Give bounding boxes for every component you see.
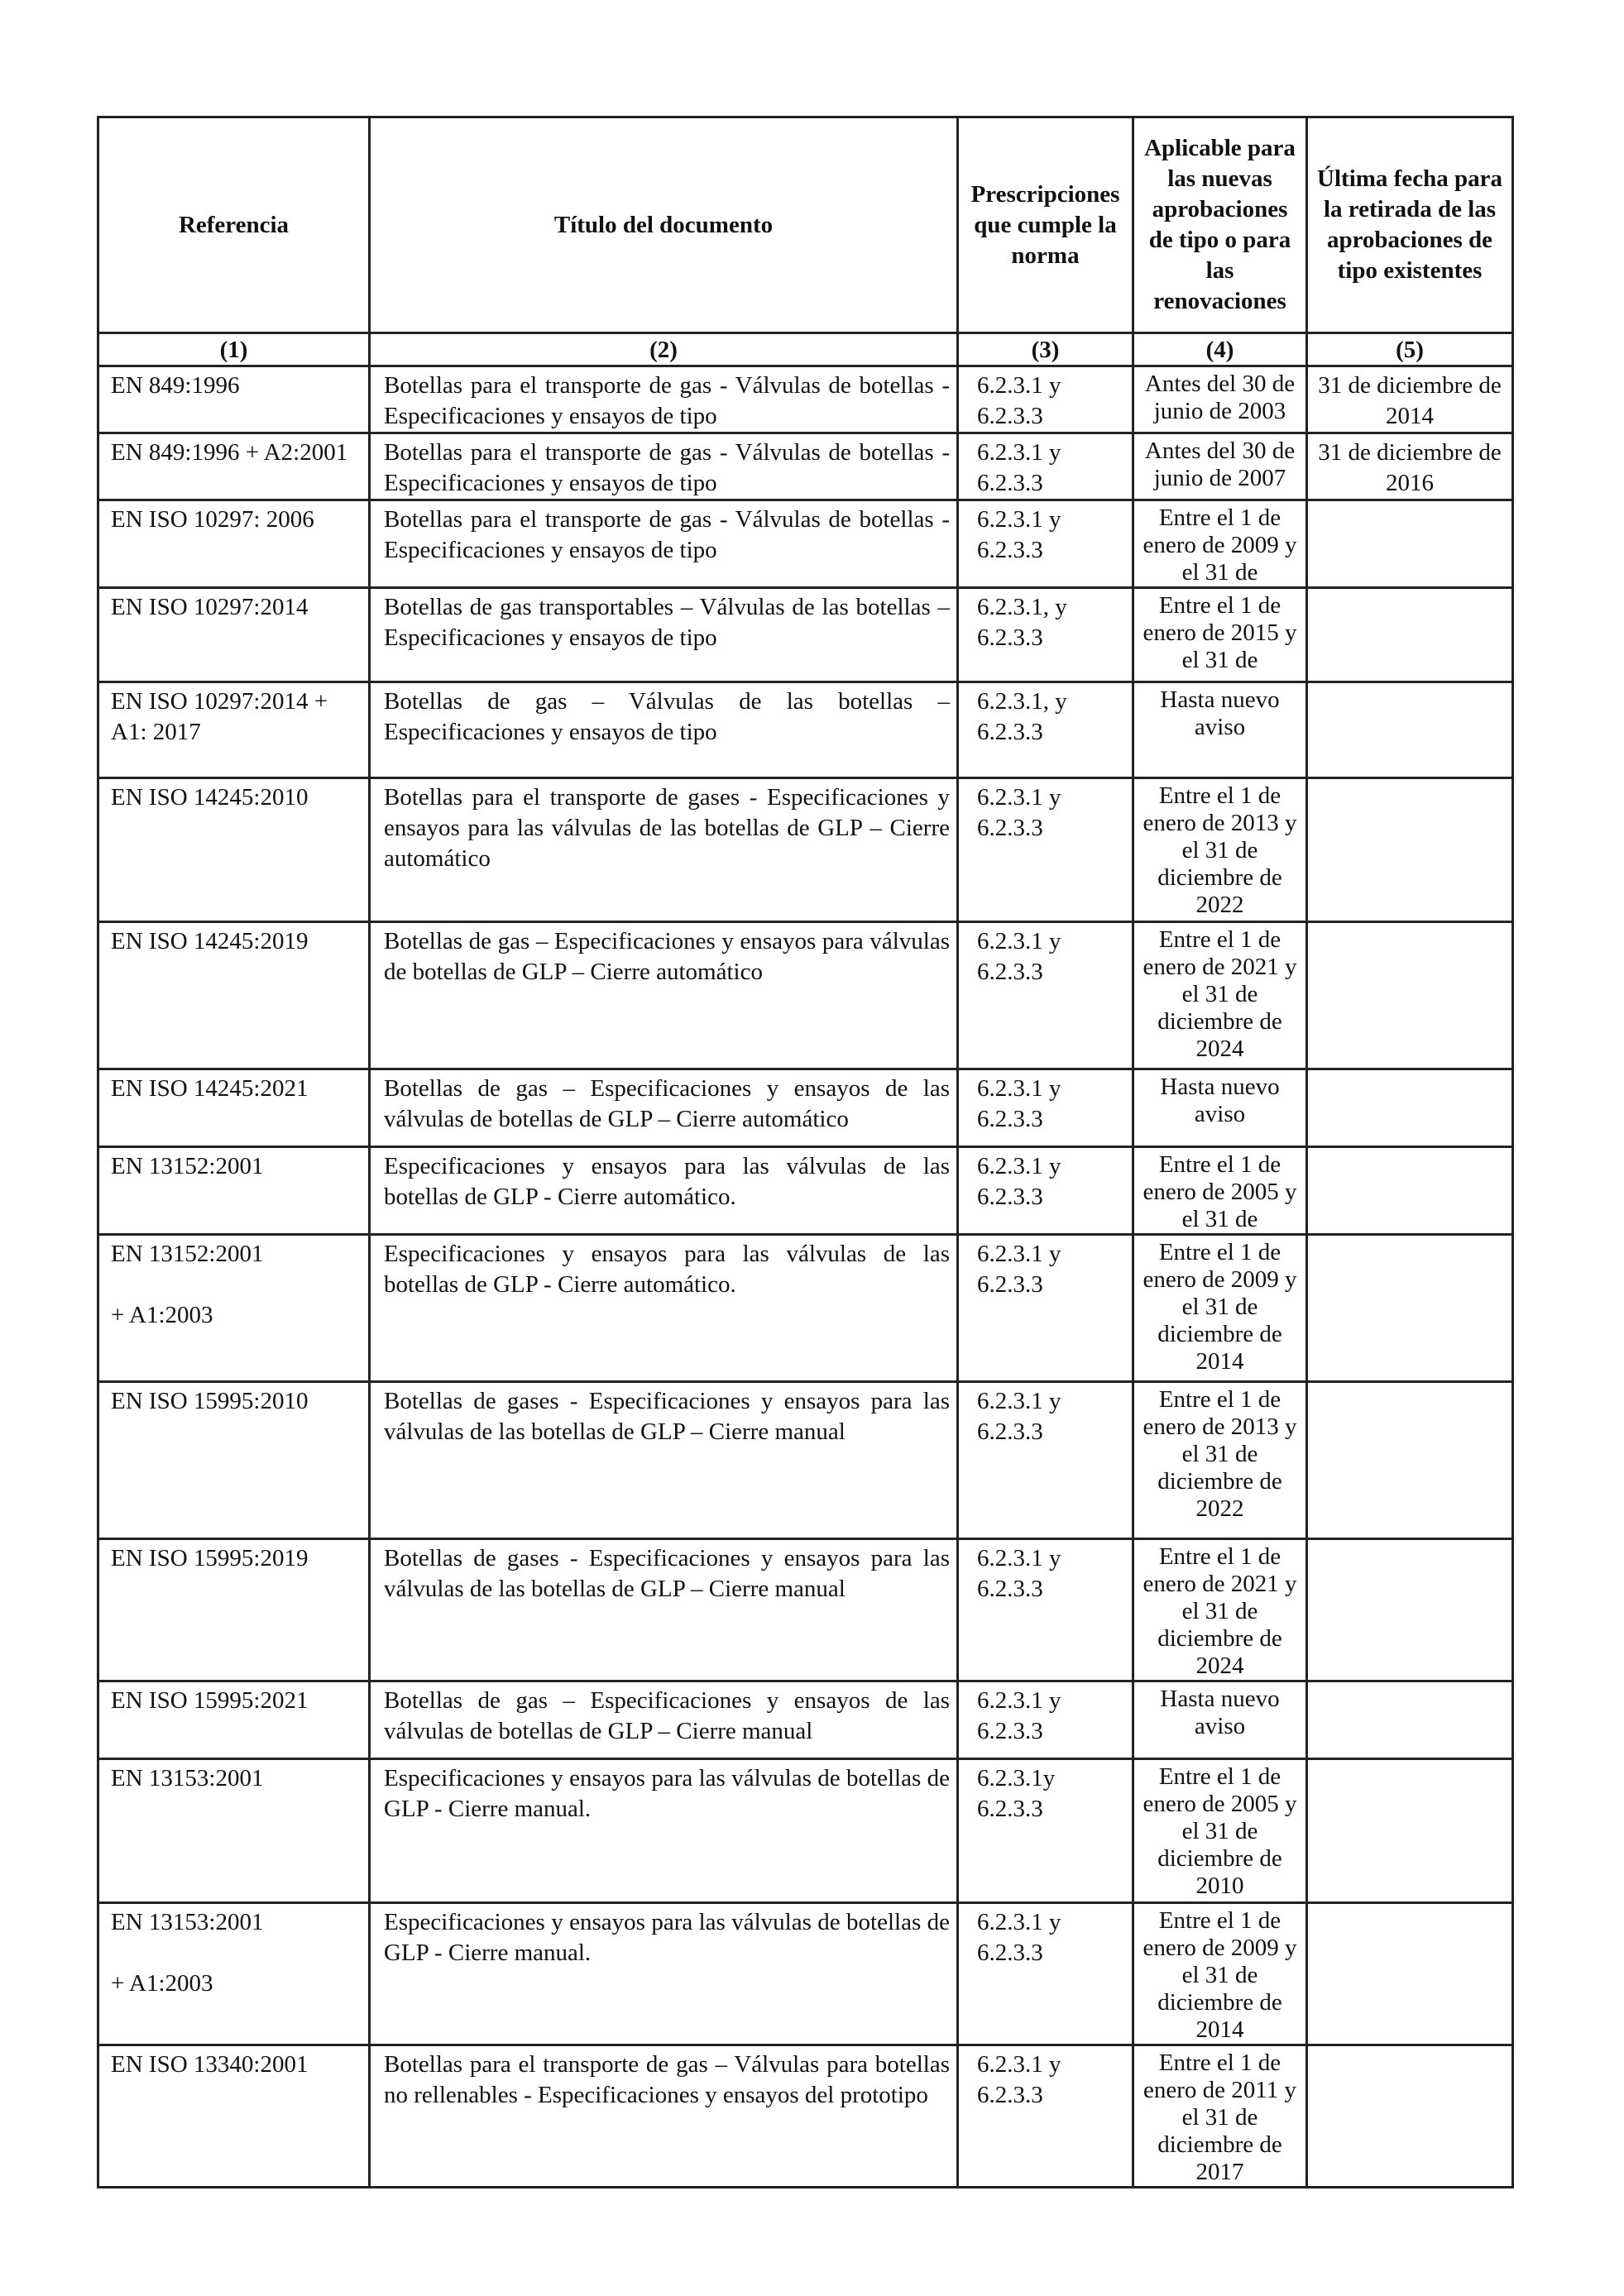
column-number: (4) xyxy=(1133,333,1307,366)
column-number: (3) xyxy=(958,333,1133,366)
reference-cell: EN ISO 10297:2014 + A1: 2017 xyxy=(98,682,370,778)
title-cell: Botellas de gas transportables – Válvulas de las botellas – Especificaciones y ensayos de tipo xyxy=(370,588,958,682)
applicable-cell: Entre el 1 de enero de 2005 y el 31 de xyxy=(1133,1147,1307,1235)
title-cell: Botellas para el transporte de gas – Válvulas para botellas no rellenables - Especificaciones y ensayos del prototipo xyxy=(370,2045,958,2188)
requirements-cell: 6.2.3.1 y 6.2.3.3 xyxy=(958,2045,1133,2188)
title-cell: Especificaciones y ensayos para las válvulas de botellas de GLP - Cierre manual. xyxy=(370,1759,958,1903)
title-cell: Botellas de gas – Especificaciones y ensayos para válvulas de botellas de GLP – Cierre automático xyxy=(370,922,958,1069)
reference-cell: EN ISO 10297:2014 xyxy=(98,588,370,682)
withdrawal-cell xyxy=(1307,500,1513,588)
applicable-cell: Entre el 1 de enero de 2013 y el 31 de diciembre de 2022 xyxy=(1133,778,1307,922)
table-row xyxy=(98,500,1513,588)
applicable-cell: Antes del 30 de junio de 2003 xyxy=(1133,366,1307,433)
title-cell: Botellas de gases - Especificaciones y ensayos para las válvulas de las botellas de GLP – Cierre manual xyxy=(370,1382,958,1539)
applicable-cell: Hasta nuevo aviso xyxy=(1133,682,1307,778)
applicable-cell: Antes del 30 de junio de 2007 xyxy=(1133,433,1307,500)
title-cell: Especificaciones y ensayos para las válvulas de botellas de GLP - Cierre manual. xyxy=(370,1903,958,2045)
table-row xyxy=(98,2045,1513,2188)
withdrawal-cell xyxy=(1307,1539,1513,1681)
applicable-cell: Entre el 1 de enero de 2005 y el 31 de diciembre de 2010 xyxy=(1133,1759,1307,1903)
requirements-cell: 6.2.3.1y 6.2.3.3 xyxy=(958,1759,1133,1903)
withdrawal-cell xyxy=(1307,588,1513,682)
title-cell: Botellas para el transporte de gases - Especificaciones y ensayos para las válvulas de las botellas de GLP – Cierre automático xyxy=(370,778,958,922)
reference-cell: EN ISO 13340:2001 xyxy=(98,2045,370,2188)
requirements-cell: 6.2.3.1 y 6.2.3.3 xyxy=(958,1382,1133,1539)
reference-cell: EN 13152:2001 xyxy=(98,1147,370,1235)
withdrawal-cell xyxy=(1307,778,1513,922)
applicable-cell: Entre el 1 de enero de 2011 y el 31 de diciembre de 2017 xyxy=(1133,2045,1307,2188)
reference-cell: EN 13152:2001 + A1:2003 xyxy=(98,1235,370,1382)
table-row xyxy=(98,1147,1513,1235)
withdrawal-cell xyxy=(1307,1069,1513,1147)
withdrawal-cell xyxy=(1307,1681,1513,1759)
table-row xyxy=(98,366,1513,433)
requirements-cell: 6.2.3.1 y 6.2.3.3 xyxy=(958,366,1133,433)
requirements-cell: 6.2.3.1 y 6.2.3.3 xyxy=(958,1681,1133,1759)
requirements-cell: 6.2.3.1 y 6.2.3.3 xyxy=(958,1235,1133,1382)
requirements-cell: 6.2.3.1 y 6.2.3.3 xyxy=(958,433,1133,500)
reference-cell: EN ISO 15995:2021 xyxy=(98,1681,370,1759)
table-row xyxy=(98,1539,1513,1681)
column-number: (1) xyxy=(98,333,370,366)
table-body xyxy=(98,366,1513,2188)
standards-table xyxy=(97,116,1514,2188)
reference-cell: EN ISO 15995:2010 xyxy=(98,1382,370,1539)
withdrawal-cell: 31 de diciembre de 2016 xyxy=(1307,433,1513,500)
header-aplicable: Aplicable para las nuevas aprobaciones de tipo o para las renovaciones xyxy=(1133,117,1307,333)
withdrawal-cell xyxy=(1307,1147,1513,1235)
title-cell: Botellas de gas – Válvulas de las botellas – Especificaciones y ensayos de tipo xyxy=(370,682,958,778)
withdrawal-cell xyxy=(1307,922,1513,1069)
title-cell: Botellas de gases - Especificaciones y ensayos para las válvulas de las botellas de GLP – Cierre manual xyxy=(370,1539,958,1681)
applicable-cell: Entre el 1 de enero de 2021 y el 31 de diciembre de 2024 xyxy=(1133,922,1307,1069)
title-cell: Botellas de gas – Especificaciones y ensayos de las válvulas de botellas de GLP – Cierre automático xyxy=(370,1069,958,1147)
withdrawal-cell xyxy=(1307,682,1513,778)
withdrawal-cell xyxy=(1307,1235,1513,1382)
title-cell: Especificaciones y ensayos para las válvulas de las botellas de GLP - Cierre automático. xyxy=(370,1235,958,1382)
title-cell: Botellas de gas – Especificaciones y ensayos de las válvulas de botellas de GLP – Cierre manual xyxy=(370,1681,958,1759)
applicable-cell: Entre el 1 de enero de 2009 y el 31 de diciembre de 2014 xyxy=(1133,1235,1307,1382)
applicable-cell: Entre el 1 de enero de 2009 y el 31 de diciembre de 2014 xyxy=(1133,1903,1307,2045)
requirements-cell: 6.2.3.1, y 6.2.3.3 xyxy=(958,682,1133,778)
table-row xyxy=(98,778,1513,922)
header-ultima-fecha: Última fecha para la retirada de las aprobaciones de tipo existentes xyxy=(1307,117,1513,333)
header-row xyxy=(98,117,1513,333)
table-row xyxy=(98,1382,1513,1539)
reference-cell: EN ISO 10297: 2006 xyxy=(98,500,370,588)
header-titulo: Título del documento xyxy=(370,117,958,333)
table-row xyxy=(98,433,1513,500)
column-number: (5) xyxy=(1307,333,1513,366)
requirements-cell: 6.2.3.1 y 6.2.3.3 xyxy=(958,1147,1133,1235)
reference-cell: EN ISO 14245:2010 xyxy=(98,778,370,922)
title-cell: Especificaciones y ensayos para las válvulas de las botellas de GLP - Cierre automático. xyxy=(370,1147,958,1235)
applicable-cell: Hasta nuevo aviso xyxy=(1133,1069,1307,1147)
applicable-cell: Hasta nuevo aviso xyxy=(1133,1681,1307,1759)
requirements-cell: 6.2.3.1 y 6.2.3.3 xyxy=(958,1903,1133,2045)
table-row xyxy=(98,1069,1513,1147)
requirements-cell: 6.2.3.1 y 6.2.3.3 xyxy=(958,922,1133,1069)
reference-cell: EN ISO 15995:2019 xyxy=(98,1539,370,1681)
withdrawal-cell xyxy=(1307,1382,1513,1539)
header-referencia: Referencia xyxy=(98,117,370,333)
reference-cell: EN 13153:2001 xyxy=(98,1759,370,1903)
withdrawal-cell xyxy=(1307,1903,1513,2045)
reference-cell: EN ISO 14245:2021 xyxy=(98,1069,370,1147)
header-prescripciones: Prescripciones que cumple la norma xyxy=(958,117,1133,333)
title-cell: Botellas para el transporte de gas - Válvulas de botellas - Especificaciones y ensayos de tipo xyxy=(370,500,958,588)
reference-cell: EN 849:1996 + A2:2001 xyxy=(98,433,370,500)
table-row xyxy=(98,1681,1513,1759)
reference-cell: EN 13153:2001 + A1:2003 xyxy=(98,1903,370,2045)
requirements-cell: 6.2.3.1 y 6.2.3.3 xyxy=(958,1539,1133,1681)
table-row xyxy=(98,1235,1513,1382)
requirements-cell: 6.2.3.1 y 6.2.3.3 xyxy=(958,1069,1133,1147)
reference-cell: EN ISO 14245:2019 xyxy=(98,922,370,1069)
table-row xyxy=(98,588,1513,682)
applicable-cell: Entre el 1 de enero de 2013 y el 31 de diciembre de 2022 xyxy=(1133,1382,1307,1539)
requirements-cell: 6.2.3.1, y 6.2.3.3 xyxy=(958,588,1133,682)
applicable-cell: Entre el 1 de enero de 2015 y el 31 de xyxy=(1133,588,1307,682)
table-row xyxy=(98,682,1513,778)
requirements-cell: 6.2.3.1 y 6.2.3.3 xyxy=(958,778,1133,922)
withdrawal-cell xyxy=(1307,1759,1513,1903)
column-number: (2) xyxy=(370,333,958,366)
title-cell: Botellas para el transporte de gas - Válvulas de botellas - Especificaciones y ensayos de tipo xyxy=(370,366,958,433)
reference-cell: EN 849:1996 xyxy=(98,366,370,433)
table-row xyxy=(98,1903,1513,2045)
applicable-cell: Entre el 1 de enero de 2021 y el 31 de diciembre de 2024 xyxy=(1133,1539,1307,1681)
table-row xyxy=(98,922,1513,1069)
title-cell: Botellas para el transporte de gas - Válvulas de botellas - Especificaciones y ensayos de tipo xyxy=(370,433,958,500)
withdrawal-cell: 31 de diciembre de 2014 xyxy=(1307,366,1513,433)
requirements-cell: 6.2.3.1 y 6.2.3.3 xyxy=(958,500,1133,588)
applicable-cell: Entre el 1 de enero de 2009 y el 31 de xyxy=(1133,500,1307,588)
withdrawal-cell xyxy=(1307,2045,1513,2188)
column-number-row xyxy=(98,333,1513,366)
table-row xyxy=(98,1759,1513,1903)
